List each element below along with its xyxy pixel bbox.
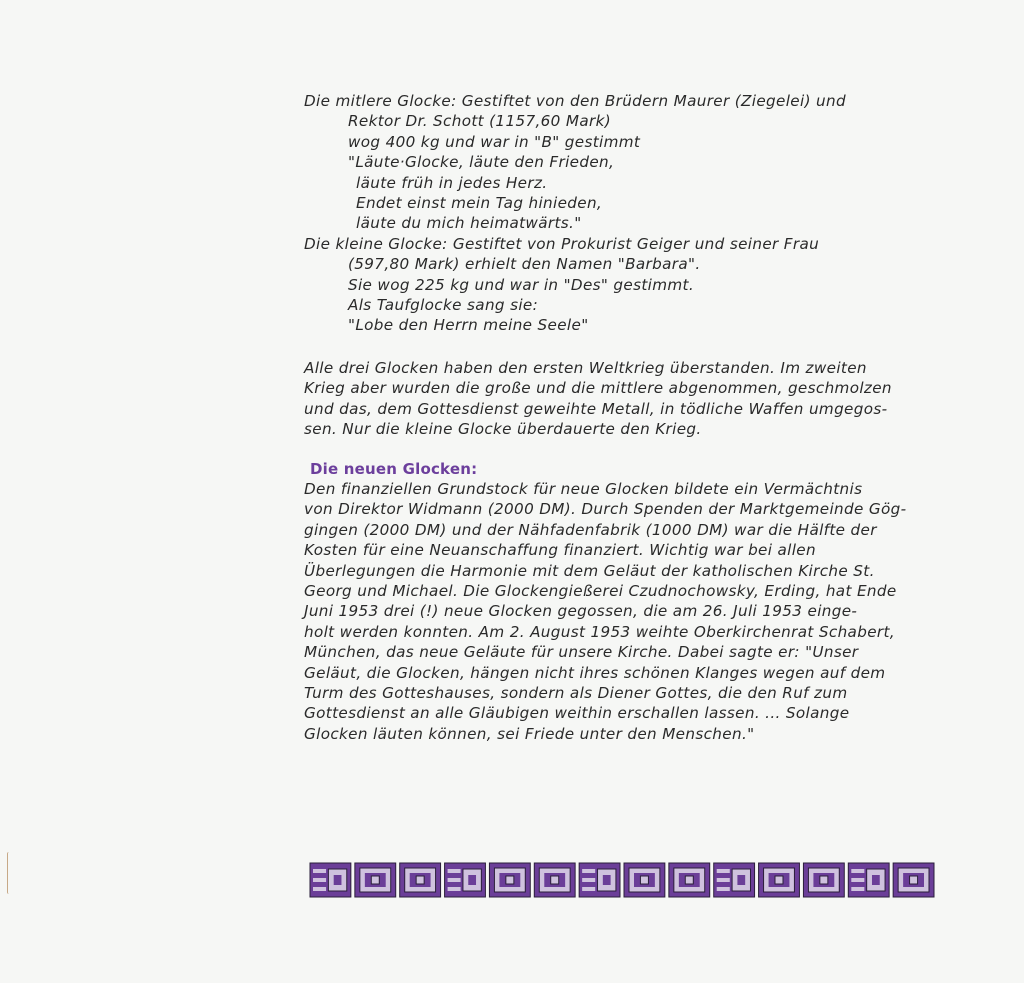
text-line: von Direktor Widmann (2000 DM). Durch Spenden der Marktgemeinde Gög-: [304, 500, 907, 519]
text-line: Krieg aber wurden die große und die mittlere abgenommen, geschmolzen: [304, 379, 892, 398]
purple-key-pattern-border: [308, 861, 936, 899]
paragraph-gap: [304, 440, 944, 459]
text-line: Georg und Michael. Die Glockengießerei Czudnochowsky, Erding, hat Ende: [304, 581, 897, 600]
text-line: Gottesdienst an alle Gläubigen weithin erschallen lassen. ... Solange: [304, 704, 850, 723]
text-line: läute du mich heimatwärts.": [356, 214, 582, 233]
border-motif: [489, 863, 530, 897]
border-motif: [893, 863, 934, 897]
border-motif: [579, 863, 620, 897]
text-line: Als Taufglocke sang sie:: [348, 296, 539, 315]
text-line: Die kleine Glocke: Gestiftet von Prokurist Geiger und seiner Frau: [304, 234, 820, 253]
text-line: Geläut, die Glocken, hängen nicht ihres schönen Klanges wegen auf dem: [304, 663, 886, 682]
document-body: [304, 91, 944, 744]
text-line: Den finanziellen Grundstock für neue Glocken bildete ein Vermächtnis: [304, 479, 863, 498]
text-line: Die mitlere Glocke: Gestiftet von den Brüdern Maurer (Ziegelei) und: [304, 92, 846, 110]
text-line: gingen (2000 DM) und der Nähfadenfabrik (1000 DM) war die Hälfte der: [304, 520, 877, 539]
text-line: Kosten für eine Neuanschaffung finanziert. Wichtig war bei allen: [304, 541, 816, 560]
border-motif: [310, 863, 351, 897]
text-line: wog 400 kg und war in "B" gestimmt: [348, 132, 641, 151]
text-line: Turm des Gotteshauses, sondern als Diener Gottes, die den Ruf zum: [304, 683, 848, 702]
border-motif: [669, 863, 710, 897]
border-motif: [803, 863, 844, 897]
text-line: München, das neue Geläute für unsere Kirche. Dabei sagte er: "Unser: [304, 643, 859, 662]
border-motif: [624, 863, 665, 897]
border-motif: [445, 863, 486, 897]
border-motif: [534, 863, 575, 897]
text-line: sen. Nur die kleine Glocke überdauerte den Krieg.: [304, 420, 702, 439]
text-line: läute früh in jedes Herz.: [356, 173, 548, 192]
text-line: und das, dem Gottesdienst geweihte Metall, in tödliche Waffen umgegos-: [304, 399, 888, 418]
text-line: Überlegungen die Harmonie mit dem Geläut der katholischen Kirche St.: [304, 561, 875, 580]
text-line: Endet einst mein Tag hinieden,: [356, 194, 603, 213]
text-line: Glocken läuten können, sei Friede unter den Menschen.": [304, 724, 755, 743]
text-line: holt werden konnten. Am 2. August 1953 weihte Oberkirchenrat Schabert,: [304, 622, 895, 641]
paragraph-gap: [304, 336, 944, 358]
text-line: Alle drei Glocken haben den ersten Weltkrieg überstanden. Im zweiten: [304, 358, 867, 377]
section-heading: Die neuen Glocken:: [310, 459, 478, 478]
text-line: Juni 1953 drei (!) neue Glocken gegossen, die am 26. Juli 1953 einge-: [304, 602, 858, 621]
border-motif: [848, 863, 889, 897]
border-motif: [355, 863, 396, 897]
border-motif: [759, 863, 800, 897]
text-line: (597,80 Mark) erhielt den Namen "Barbara".: [348, 255, 701, 274]
text-line: "Lobe den Herrn meine Seele": [348, 316, 589, 335]
text-line: "Läute·Glocke, läute den Frieden,: [348, 153, 615, 172]
paper-edge-mark: [7, 852, 11, 894]
border-motif: [714, 863, 755, 897]
text-line: Sie wog 225 kg und war in "Des" gestimmt.: [348, 275, 695, 294]
text-line: Rektor Dr. Schott (1157,60 Mark): [348, 112, 611, 131]
border-motif: [400, 863, 441, 897]
